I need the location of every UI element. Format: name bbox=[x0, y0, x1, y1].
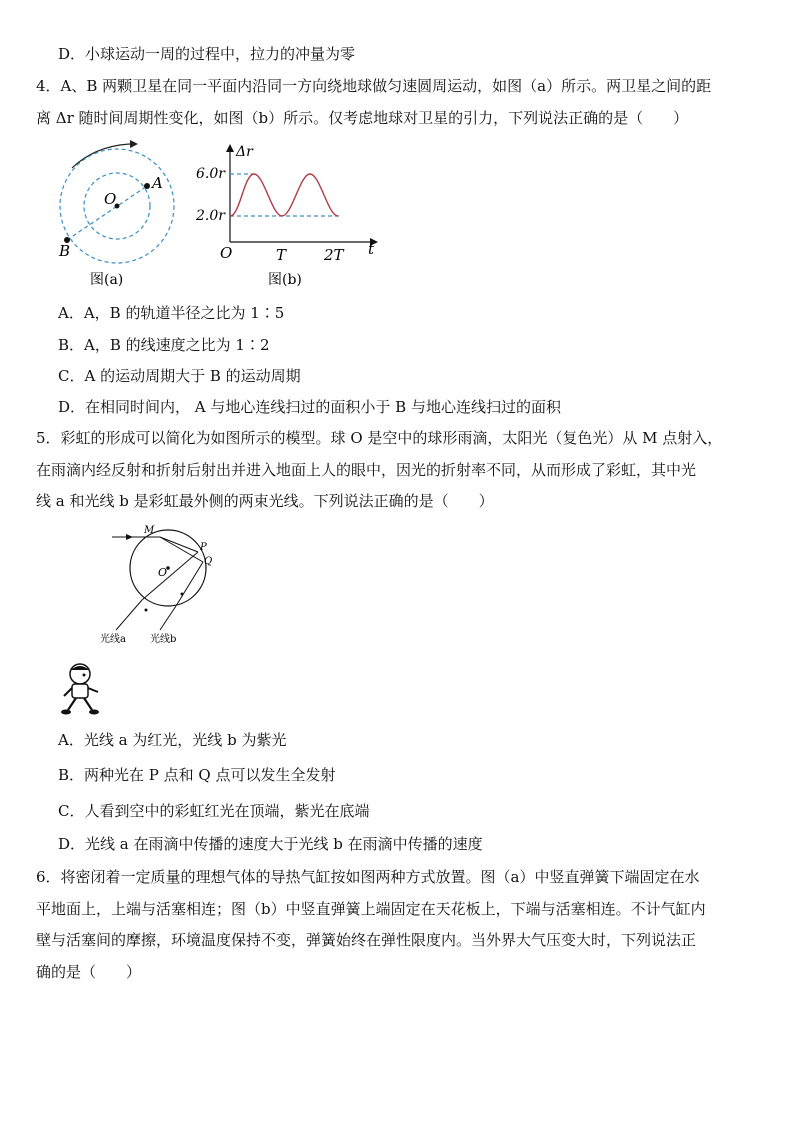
fig-a-caption: 图(a) bbox=[90, 272, 124, 288]
q4-figure-b bbox=[192, 138, 382, 290]
ray-b-dot bbox=[181, 593, 184, 596]
q4-option-d: D．在相同时间内， A 与地心连线扫过的面积小于 B 与地心连线扫过的面积 bbox=[58, 398, 561, 416]
q4-stem-line2: 离 Δr 随时间周期性变化，如图（b）所示。仅考虑地球对卫星的引力，下列说法正确的是（ ） bbox=[36, 109, 689, 127]
label-p: P bbox=[200, 542, 207, 553]
q5-figure-raindrop bbox=[98, 520, 238, 650]
arrow-head-icon bbox=[130, 140, 138, 148]
q4-option-c: C．A 的运动周期大于 B 的运动周期 bbox=[58, 367, 301, 385]
y-axis-label: Δr bbox=[236, 144, 253, 160]
q4-option-a: A．A，B 的轨道半径之比为 1∶5 bbox=[58, 304, 285, 322]
q3-option-d: D．小球运动一周的过程中，拉力的冲量为零 bbox=[58, 45, 356, 63]
label-m: M bbox=[144, 525, 155, 536]
ray-a-dot bbox=[145, 609, 148, 612]
label-b: B bbox=[59, 242, 71, 260]
q6-stem-line1: 6．将密闭着一定质量的理想气体的导热气缸按如图两种方式放置。图（a）中竖直弹簧下端固定在水 bbox=[36, 868, 700, 886]
x-axis-label: t bbox=[368, 240, 375, 258]
ray-a-exit bbox=[116, 600, 142, 630]
tick-t: T bbox=[276, 246, 287, 264]
fig-b-caption: 图(b) bbox=[268, 272, 302, 288]
q5-stem-line3: 线 a 和光线 b 是彩虹最外侧的两束光线。下列说法正确的是（ ） bbox=[36, 492, 494, 510]
satellite-a-dot bbox=[144, 183, 150, 189]
q5-option-a: A．光线 a 为红光，光线 b 为紫光 bbox=[58, 731, 287, 749]
label-q: Q bbox=[204, 556, 213, 567]
q4-figure-a bbox=[50, 138, 190, 290]
label-o: O bbox=[158, 566, 168, 579]
ray-b-exit bbox=[160, 606, 176, 630]
q4-stem-line1: 4．A、B 两颗卫星在同一平面内沿同一方向绕地球做匀速圆周运动，如图（a）所示。两卫星之间的距 bbox=[36, 77, 712, 95]
y-axis-arrow-icon bbox=[226, 144, 234, 152]
q5-stem-line2: 在雨滴内经反射和折射后射出并进入地面上人的眼中，因光的折射率不同，从而形成了彩虹，其中光 bbox=[36, 461, 697, 479]
distance-curve bbox=[230, 174, 338, 216]
tick-2r: 2.0r bbox=[196, 208, 225, 224]
observer-person-icon bbox=[58, 662, 106, 718]
q5-option-b: B．两种光在 P 点和 Q 点可以发生全发射 bbox=[58, 766, 336, 784]
ray-b-label: 光线b bbox=[150, 634, 177, 645]
direction-arrow bbox=[72, 144, 130, 168]
label-o: O bbox=[104, 190, 117, 208]
q6-stem-line3: 壁与活塞间的摩擦，环境温度保持不变，弹簧始终在弹性限度内。当外界大气压变大时，下列说法正 bbox=[36, 931, 697, 949]
ray-a-label: 光线a bbox=[100, 634, 126, 645]
tick-2t: 2T bbox=[324, 246, 344, 264]
q5-stem-line1: 5．彩虹的形成可以简化为如图所示的模型。球 O 是空中的球形雨滴，太阳光（复色光）从 M 点射入， bbox=[36, 429, 723, 447]
label-a: A bbox=[152, 174, 163, 192]
q6-stem-line2: 平地面上，上端与活塞相连；图（b）中竖直弹簧上端固定在天花板上，下端与活塞相连。不计气缸内 bbox=[36, 900, 706, 918]
q6-stem-line4: 确的是（ ） bbox=[36, 963, 142, 981]
reflected-ray-a bbox=[142, 552, 198, 600]
q5-option-d: D．光线 a 在雨滴中传播的速度大于光线 b 在雨滴中传播的速度 bbox=[58, 835, 483, 853]
tick-6r: 6.0r bbox=[196, 166, 225, 182]
origin-label: O bbox=[220, 244, 233, 262]
incident-arrow-icon bbox=[126, 534, 133, 540]
q4-option-b: B．A，B 的线速度之比为 1∶2 bbox=[58, 336, 270, 354]
refracted-ray-q bbox=[160, 537, 203, 562]
q5-option-c: C．人看到空中的彩虹红光在顶端，紫光在底端 bbox=[58, 802, 370, 820]
